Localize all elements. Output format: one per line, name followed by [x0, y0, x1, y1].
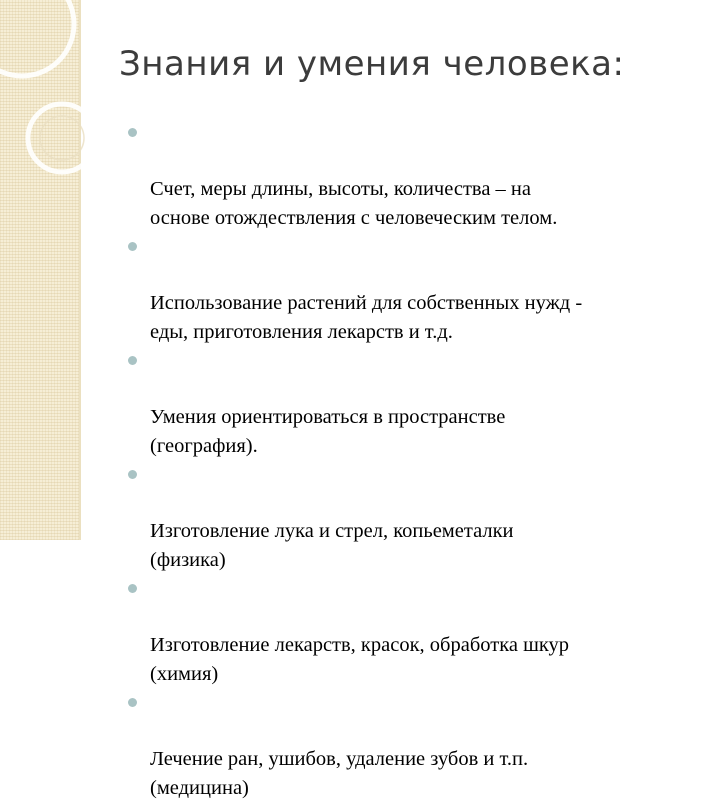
bullet-dot-icon [128, 698, 137, 707]
bullet-text: Умения ориентироваться в пространстве (география). [150, 406, 506, 457]
decorative-circles-icon [0, 0, 110, 210]
list-item [128, 460, 708, 574]
list-item [128, 232, 708, 346]
list-item [128, 688, 708, 802]
list-item [128, 346, 708, 460]
slide-title: Знания и умения человека: [119, 44, 625, 84]
list-item [128, 574, 708, 688]
bullet-text: Изготовление лука и стрел, копьеметалки (физика) [150, 520, 514, 571]
bullet-text: Лечение ран, ушибов, удаление зубов и т.п. (медицина) [150, 748, 529, 799]
bullet-dot-icon [128, 242, 137, 251]
bullet-dot-icon [128, 128, 137, 137]
bullet-text: Изготовление лекарств, красок, обработка шкур (химия) [150, 634, 570, 685]
bullet-list [128, 118, 708, 802]
bullet-dot-icon [128, 470, 137, 479]
bullet-dot-icon [128, 356, 137, 365]
bullet-text: Использование растений для собственных нужд - еды, приготовления лекарств и т.д. [150, 292, 583, 343]
bullet-text: Счет, меры длины, высоты, количества – на основе отождествления с человеческим телом. [150, 178, 558, 229]
bullet-dot-icon [128, 584, 137, 593]
list-item [128, 118, 708, 232]
